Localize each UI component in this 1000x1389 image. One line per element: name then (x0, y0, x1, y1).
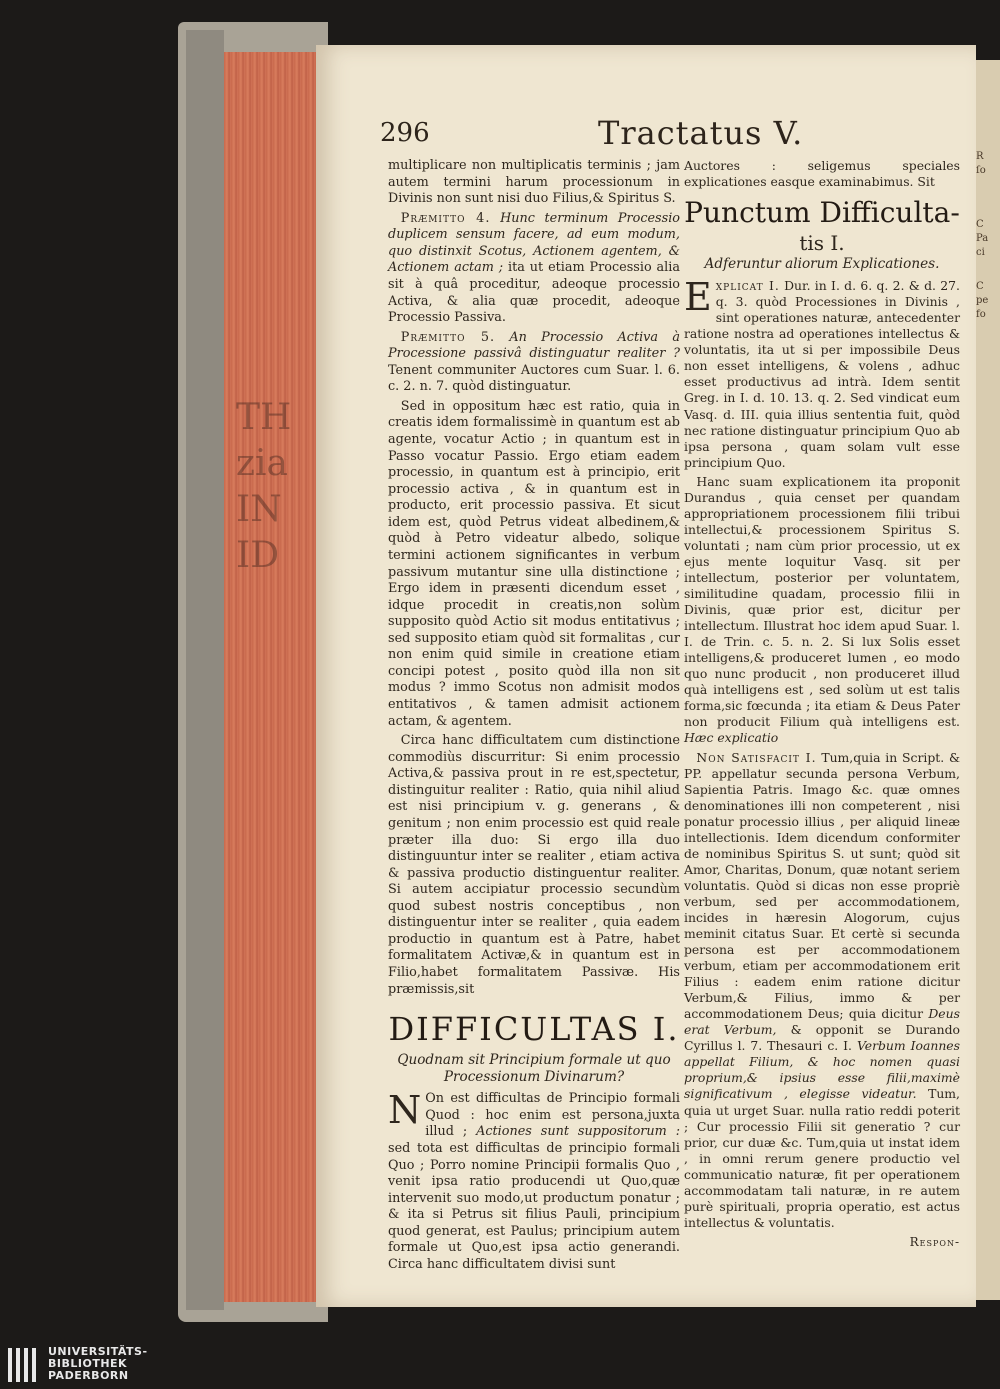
logo-line: UNIVERSITÄTS- (48, 1345, 148, 1358)
right-column (684, 158, 960, 1250)
section-title: Punctum Difficulta- (684, 196, 960, 230)
catchword: Respon- (909, 1234, 960, 1249)
page-header (380, 114, 960, 154)
paragraph-text: sed tota est difficultas de principio formali Quo ; Porro nomine Principii formalis Quo , venit ipsa ratio producendi ut Quo,quæ intervenit suo modo,ut productum ponatur ; & ita si Petrus sit filius Pauli, principium quod generat, est Paulus; principium autem formale ut Quo,est ipsa actio generandi. Circa hanc difficultatem divisi sunt (388, 1140, 680, 1272)
facing-fragment: C (976, 219, 984, 230)
italic-text: Verbum Ioannes appellat Filium, & hoc nomen quasi proprium,& ipsius esse filii,maximè significativum , elegisse videatur. (684, 1038, 961, 1102)
paragraph: multiplicare non multiplicatis terminis ; jam autem termini harum processionum in Divinis non sunt nisi duo Filius,& Spiritus S. (388, 158, 680, 207)
paragraph: Auctores : seligemus speciales explicationes easque examinabimus. Sit (684, 158, 960, 190)
running-title: Tractatus V. (598, 114, 804, 152)
paragraph-text: Dur. in I. d. 6. q. 2. & d. 27. q. 3. quòd Processiones in Divinis , sint operationes naturæ, antecedenter ratione nostra ad operationes intellectus & voluntatis, ita ut si per impossibile Deus non esset intelligens, & volens , adhuc esset productivus ad intrà. Idem sentit Greg. in I. d. 10. 13. q. 2. Sed vindicat eum Vasq. d. III. quia illius sententia fuit, quòd nec ratione distinguatur principium Quo ab ipsa persona , quam solam vult esse principium Quo. (684, 278, 960, 470)
paragraph (388, 330, 680, 396)
bleed-through-mark: TH zia IN ID (236, 397, 292, 576)
logo-line: BIBLIOTHEK (48, 1357, 128, 1370)
drop-cap: E (684, 275, 712, 320)
section-subtitle: Quodnam sit Principium formale ut quo Processionum Divinarum? (397, 1052, 671, 1085)
paragraph (388, 399, 680, 730)
paragraph-text: Tum,quia in Script. & PP. appellatur secunda persona Verbum, Sapientia Patris. Imago &c. quæ omnes denominationes illi non competerent , nisi ponatur processio illius , per aliquid lineæ intellectionis. Idem dicendum conformiter de nominibus Spiritus S. ut sunt; quòd sit Amor, Charitas, Donum, quæ notant seriem voluntatis. Quòd si dicas non esse propriè verbum, sed per accommodationem, incides in hæresin Alogorum, cujus meminit citatus Suar. Et certè si secunda persona est per accommodationem verbum, etiam per accommodationem erit Filius : eadem enim ratione dicitur Verbum,& Filius, immo & per accommodationem Deus; quia dicitur (684, 749, 960, 1022)
paragraph (684, 750, 960, 1231)
paragraph-text: On est difficultas de Principio formali Quod : hoc enim est persona,juxta illud ; (425, 1091, 680, 1140)
paragraph-text: Tum, quia ut urget Suar. nulla ratio reddi poterit ; Cur processio Filii sit generatio ? cur prior, cur duæ &c. Tum,quia ut instat idem , in omni rerum genere productio vel communicatio naturæ, fit per operationem accommodatam tali naturæ, in re autem purè spirituali, propria operatio, est actus intellectus & voluntatis. (684, 1086, 960, 1230)
paragraph (684, 275, 960, 471)
page-number: 296 (380, 118, 430, 148)
italic-text: Hunc terminum Processio duplicem sensum facere, ad eum modum, quo distinxit Scotus, Actionem agentem, & Actionem actam ; (388, 210, 680, 276)
paragraph-text: Sed in oppositum hæc est ratio, quia in creatis idem formalissimè in quantum est ab agente, vocatur Actio ; in quantum est in Passo vocatur Passio. Ergo etiam eadem processio, in quantum est à principio, erit processio activa , & in quantum est in producto, erit processio passiva. Et sicut idem est, quòd Petrus videat albedinem,& quòd à Petro videatur albedo, solique termini actionem significantes in verbum passivum mutantur sine ulla distinctione ; Ergo idem in præsenti dicendum esset , idque procedit in creatis,non solùm supposito quòd Actio sit modus entitativus ; sed supposito etiam quòd sit formalitas , cur non enim quid simile in creatione etiam concipi potest , posito quòd illa non sit modus ? immo Scotus non admisit modos entitativos , & tamen admisit actionem actam, & agentem. (388, 398, 680, 729)
facing-fragment: pe (976, 295, 989, 306)
italic-text: Actiones sunt suppositorum : (476, 1124, 681, 1140)
paragraph (388, 733, 680, 998)
left-column (388, 158, 680, 1276)
paragraph-lead: xplicat I. (715, 278, 780, 294)
facing-fragment: ſo (976, 165, 986, 176)
italic-text: Hæc explicatio (684, 730, 779, 746)
paragraph-lead: Non Satisfacit I. (696, 749, 817, 765)
italic-text: Deus erat Verbum, (684, 1006, 960, 1038)
paragraph (388, 1088, 681, 1273)
section-number: tis I. (799, 231, 845, 256)
paragraph-lead: Præmitto 4. (400, 210, 491, 226)
logo-mark-icon (8, 1348, 38, 1382)
facing-fragment: fo (976, 309, 986, 320)
book-cover-inner (186, 30, 224, 1310)
italic-text: An Processio Activa à Processione passivâ distinguatur realiter ? (388, 329, 680, 362)
section-title: DIFFICULTAS I. (388, 1010, 680, 1049)
page-edge (224, 52, 316, 1302)
paragraph-text: & opponit se Durando Cyrillus l. 7. Thesauri c. I. (684, 1022, 960, 1054)
paragraph-text: Tenent communiter Auctores cum Suar. l. 6. c. 2. n. 7. quòd distinguatur. (388, 362, 680, 395)
paragraph (388, 211, 680, 327)
paragraph-text: ita ut etiam Processio alia sit à quâ proceditur, adeoque processio Activa, & alia quæ procedit, adeoque Processio Passiva. (388, 260, 681, 326)
facing-page-fragment (976, 60, 1000, 1300)
paragraph-text: Hanc suam explicationem ita proponit Durandus , quia censet per quandam appropriationem processionem filii tribui intellectui,& processionem Spiritus S. voluntati ; nam cùm prior processio, ut ex ejus mente loquitur Vasq. sit per intellectum, posterior per voluntatem, similitudine quadam, processio filii in Divinis, quæ prior est, dicitur per intellectum. Illustrat hoc idem apud Suar. l. I. de Trin. c. 5. n. 2. Si lux Solis esset intelligens,& produceret lumen , eo modo quo nunc producit , non produceret illud quà intelligens est , sed solùm ut est talis forma,sic fœcunda ; ita etiam & Deus Pater non producit Filium quà intelligens est. (684, 473, 960, 730)
facing-fragment: R (976, 151, 984, 162)
section-subtitle: Adferuntur aliorum Explicationes. (704, 256, 940, 273)
logo-line: PADERBORN (48, 1369, 129, 1382)
drop-cap: N (388, 1088, 422, 1133)
paragraph (684, 474, 960, 747)
paragraph-text: Circa hanc difficultatem cum distinctione commodiùs discurritur: Si enim processio Activa,& passiva prout in re est,spectetur, distinguitur realiter : Ratio, quia nihil aliud est nisi principium v. g. generans , & genitum ; non enim processio est quid reale præter illa duo: Si ergo illa duo distinguuntur inter se realiter , etiam activa & passiva productio distinguentur realiter. Si autem accipiatur processio secundùm quod subest nostris conceptibus , non distinguentur inter se realiter , quia eadem productio in quantum est à Patre, habet formalitatem Activæ,& in quantum est in Filio,habet formalitatem Passivæ. His præmissis,sit (388, 733, 680, 997)
facing-fragment: C (976, 281, 984, 292)
facing-fragment: Pa (976, 233, 989, 244)
facing-fragment: ci (976, 247, 985, 258)
library-logo (4, 1346, 164, 1386)
paragraph-lead: Præmitto 5. (400, 329, 496, 345)
